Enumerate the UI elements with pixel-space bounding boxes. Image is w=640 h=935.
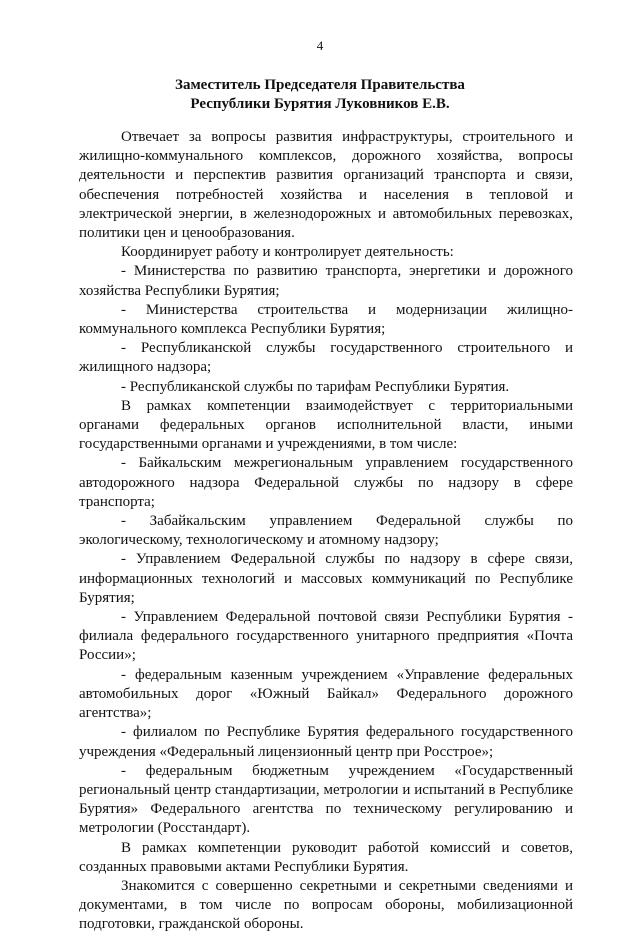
paragraph-secret-info: Знакомится с совершенно секретными и секретными сведениями и документами, в том числе по вопросам обороны, мобилизационной подготовки, гражданской обороны. (79, 877, 573, 933)
paragraph-commissions: В рамках компетенции руководит работой комиссий и советов, созданных правовыми актами Республики Бурятия. (79, 839, 573, 875)
title-line-2: Республики Бурятия Луковников Е.В. (190, 96, 450, 112)
paragraph-responsibilities: Отвечает за вопросы развития инфраструктуры, строительного и жилищно-коммунального комплексов, дорожного хозяйства, вопросы деятельности и перспектив развития организаций транспорта и связи, обеспечения потребностей хозяйства и населения в тепловой и электрической энергии, в железнодорожных и автомобильных перевозках, политики цен и ценообразования. (79, 129, 573, 242)
list-item-housing-supervision: - Республиканской службы государственного строительного и жилищного надзора; (79, 340, 573, 376)
list-item-tariff-service: - Республиканской службы по тарифам Республики Бурятия. (121, 378, 510, 395)
list-item-roskomnadzor: - Управлением Федеральной службы по надзору в сфере связи, информационных технологий и массовых коммуникаций по Республике Бурятия; (79, 551, 573, 606)
document-body (79, 128, 573, 935)
list-item-ministry-construction: - Министерства строительства и модернизации жилищно-коммунального комплекса Республики Бурятия; (79, 301, 573, 338)
list-item-ministry-transport: - Министерства по развитию транспорта, энергетики и дорожного хозяйства Республики Бурятия; (79, 263, 573, 299)
page-number: 4 (316, 38, 324, 53)
list-item-postal-service: - Управлением Федеральной почтовой связи Республики Бурятия - филиала федерального государственного унитарного предприятия «Почта России»; (79, 609, 573, 664)
title-line-1: Заместитель Председателя Правительства (175, 77, 465, 93)
list-item-baikal-road-supervision: - Байкальским межрегиональным управлением государственного автодорожного надзора Федеральной службы по надзору в сфере транспорта; (79, 455, 573, 510)
list-item-licensing-center: - филиалом по Республике Бурятия федерального государственного учреждения «Федеральный лицензионный центр при Росстрое»; (79, 724, 573, 760)
paragraph-coordinates-intro: Координирует работу и контролирует деятельность: (121, 244, 454, 261)
list-item-rosstandart-center: - федеральным бюджетным учреждением «Государственный региональный центр стандартизации, метрологии и испытаний в Республике Бурятия» Федерального агентства по техническому регулированию и метрологии (Росстандарт). (79, 762, 573, 837)
list-item-transbaikal-rostekhnadzor: - Забайкальским управлением Федеральной службы по экологическому, технологическому и атомному надзору; (79, 513, 573, 549)
paragraph-interaction-intro: В рамках компетенции взаимодействует с территориальными органами федеральных органов исполнительной власти, иными государственными органами и учреждениями, в том числе: (79, 397, 573, 453)
document-title (0, 76, 640, 114)
list-item-roads-administration: - федеральным казенным учреждением «Управление федеральных автомобильных дорог «Южный Байкал» Федерального дорожного агентства»; (79, 666, 573, 722)
